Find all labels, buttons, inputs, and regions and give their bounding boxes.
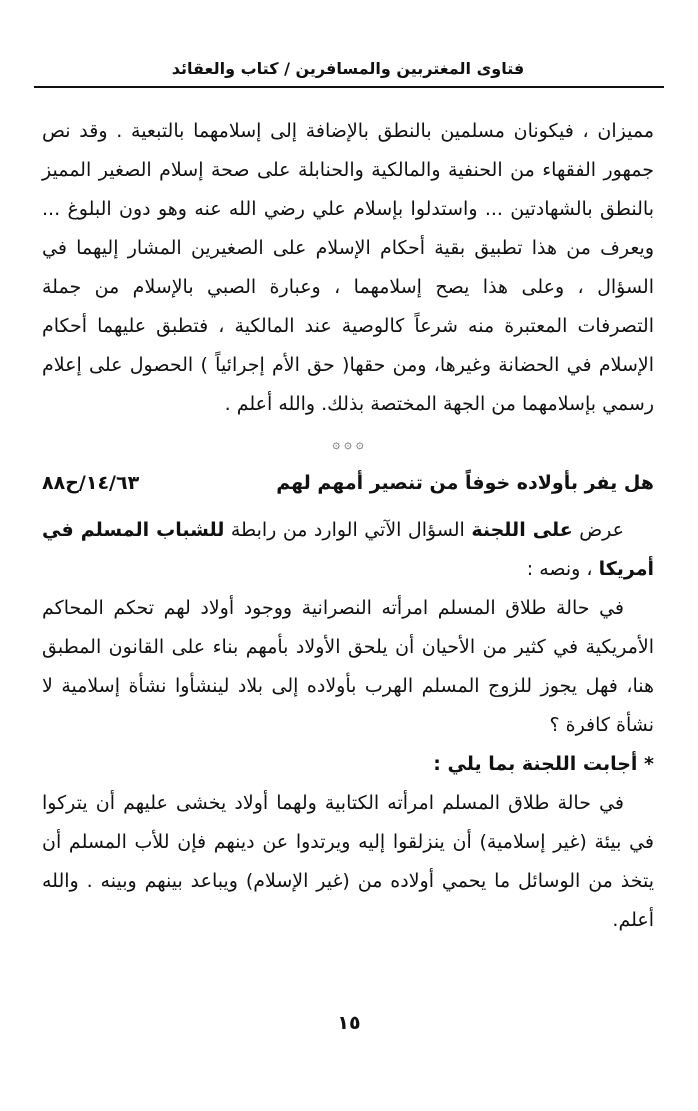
intro-committee: على اللجنة <box>471 519 573 541</box>
fatwa-heading <box>42 464 654 503</box>
page-number: ١٥ <box>337 1012 361 1034</box>
section-separator: ۞ ۞ ۞ <box>332 437 364 452</box>
fatwa-title: هل يفر بأولاده خوفاً من تنصير أمهم لهم <box>276 472 654 494</box>
page-body <box>42 112 654 940</box>
fatwa-number: ١٤/٦٣/ح٨٨ <box>42 472 140 494</box>
intro-prefix: عرض <box>579 519 624 541</box>
paragraph-continued: مميزان ، فيكونان مسلمين بالنطق بالإضافة إلى إسلامهما بالتبعية . وقد نص جمهور الفقهاء من الحنفية والمالكية والحنابلة على صحة إسلام الصغير المميز بالنطق بالشهادتين ... واستدلوا بإسلام علي رضي الله عنه وهو دون البلوغ ... ويعرف من هذا تطبيق بقية أحكام الإسلام على الصغيرين المشار إليهما في السؤال ، وعلى هذا يصح إسلامهما ، وعبارة الصبي بالإسلام من جملة التصرفات المعتبرة منه شرعاً كالوصية عند المالكية ، فتطبق عليهما أحكام الإسلام في الحضانة وغيرها، ومن حقها( حق الأم إجرائياً ) الحصول على إعلام رسمي بإسلامهما من الجهة المختصة بذلك. والله أعلم . <box>42 120 654 415</box>
answer-heading: * أجابت اللجنة بما يلي : <box>433 753 654 775</box>
intro-organization: للشباب المسلم في أمريكا <box>42 519 654 580</box>
intro-suffix: ، ونصه : <box>526 558 593 580</box>
fatwa-intro <box>42 511 654 589</box>
fatwa-question: في حالة طلاق المسلم امرأته النصرانية ووجود أولاد لهم تحكم المحاكم الأمريكية في كثير من الأحيان أن يلحق الأولاد بأمهم بناء على القانون المطبق هنا، فهل يجوز للزوج المسلم الهرب بأولاده إلى بلاد لينشأوا نشأة إسلامية لا نشأة كافرة ؟ <box>42 597 654 736</box>
header-rule <box>34 86 664 88</box>
intro-middle: السؤال الآتي الوارد من رابطة <box>230 519 465 541</box>
fatwa-answer: في حالة طلاق المسلم امرأته الكتابية ولهما أولاد يخشى عليهم أن يتركوا في بيئة (غير إسلامية) أن ينزلقوا إليه ويرتدوا عن دينهم فإن للأب المسلم أن يتخذ من الوسائل ما يحمي أولاده من (غير الإسلام) ويباعد بينهم وبينه . والله أعلم. <box>42 792 654 931</box>
running-title: فتاوى المغتربين والمسافرين / كتاب والعقائد <box>171 59 525 78</box>
